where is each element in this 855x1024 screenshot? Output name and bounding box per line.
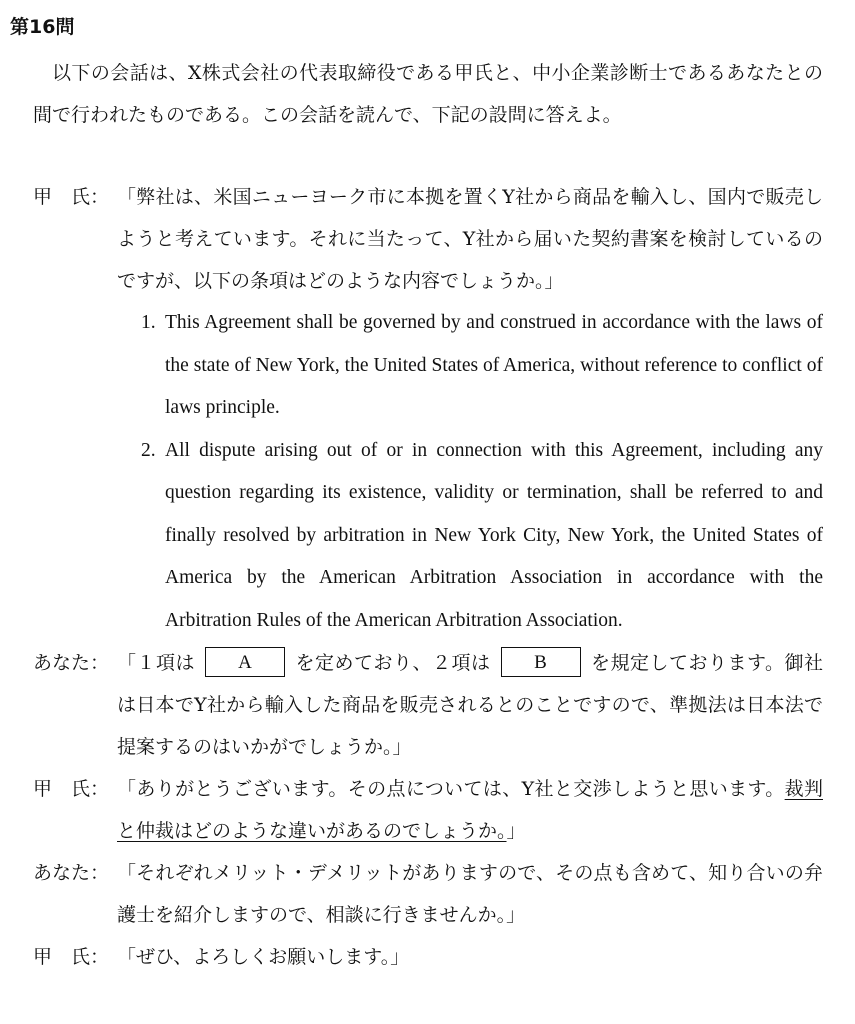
turn-kou-2 [33,768,823,852]
blank-a-box: A [205,647,285,677]
utterance: 「それぞれメリット・デメリットがありますので、その点も含めて、知り合いの弁護士を紹介しますので、相談に行きませんか。」 [117,862,823,926]
utterance-text: 」 [506,820,526,842]
clause-2 [137,430,823,643]
utterance [117,768,823,852]
speaker-kou: 甲 氏： [33,778,110,800]
utterance: 「弊社は、米国ニューヨーク市に本拠を置くY社から商品を輸入し、国内で販売しようと考えています。それに当たって、Y社から届いた契約書案を検討しているのですが、以下の条項はどのような内容でしょうか。」 [117,186,823,292]
speaker-kou: 甲 氏： [33,946,110,968]
utterance [117,642,823,768]
clause-text: This Agreement shall be governed by and construed in accordance with the laws of the state of New York, the United States of America, without reference to conflict of laws principle. [165,312,823,418]
speaker-anata: あなた： [33,652,110,674]
dialogue [33,176,823,978]
clause-text: All dispute arising out of or in connection with this Agreement, including any question regarding its existence, validity or termination, shall be referred to and finally resolved by arbitration in New York City, New York, the United States of America by the American Arbitration Association in accordance with the Arbitration Rules of the American Arbitration Association. [165,439,823,631]
speaker-kou: 甲 氏： [33,186,110,208]
clause-number: 2. [141,439,156,461]
question-title: 第16問 [10,16,75,38]
speaker-anata: あなた： [33,862,110,884]
utterance: 「ぜひ、よろしくお願いします。」 [117,946,410,968]
blank-b-box: B [501,647,581,677]
clause-number: 1. [141,312,156,333]
utterance-text: を定めており、２項は [295,652,491,674]
clause-1 [137,302,823,430]
turn-anata-1 [33,642,823,768]
turn-kou-3 [33,936,823,978]
turn-kou-1 [33,176,823,302]
utterance-text: を規定しております。御社は日本でY社から輸入した商品を販売されるとのことですので、準拠法は日本法で提案するのはいかがでしょうか。」 [117,652,823,758]
utterance-text: 「１項は [117,652,195,674]
turn-anata-2 [33,852,823,936]
utterance-text: 「ありがとうございます。その点については、Y社と交渉しようと思います。 [117,778,785,800]
intro-paragraph: 以下の会話は、X株式会社の代表取締役である甲氏と、中小企業診断士であるあなたとの間で行われたものである。この会話を読んで、下記の設問に答えよ。 [33,62,823,126]
underlined-question: 裁判と仲裁はどのような違いがあるのでしょうか。 [117,778,823,842]
contract-clauses [137,302,823,642]
